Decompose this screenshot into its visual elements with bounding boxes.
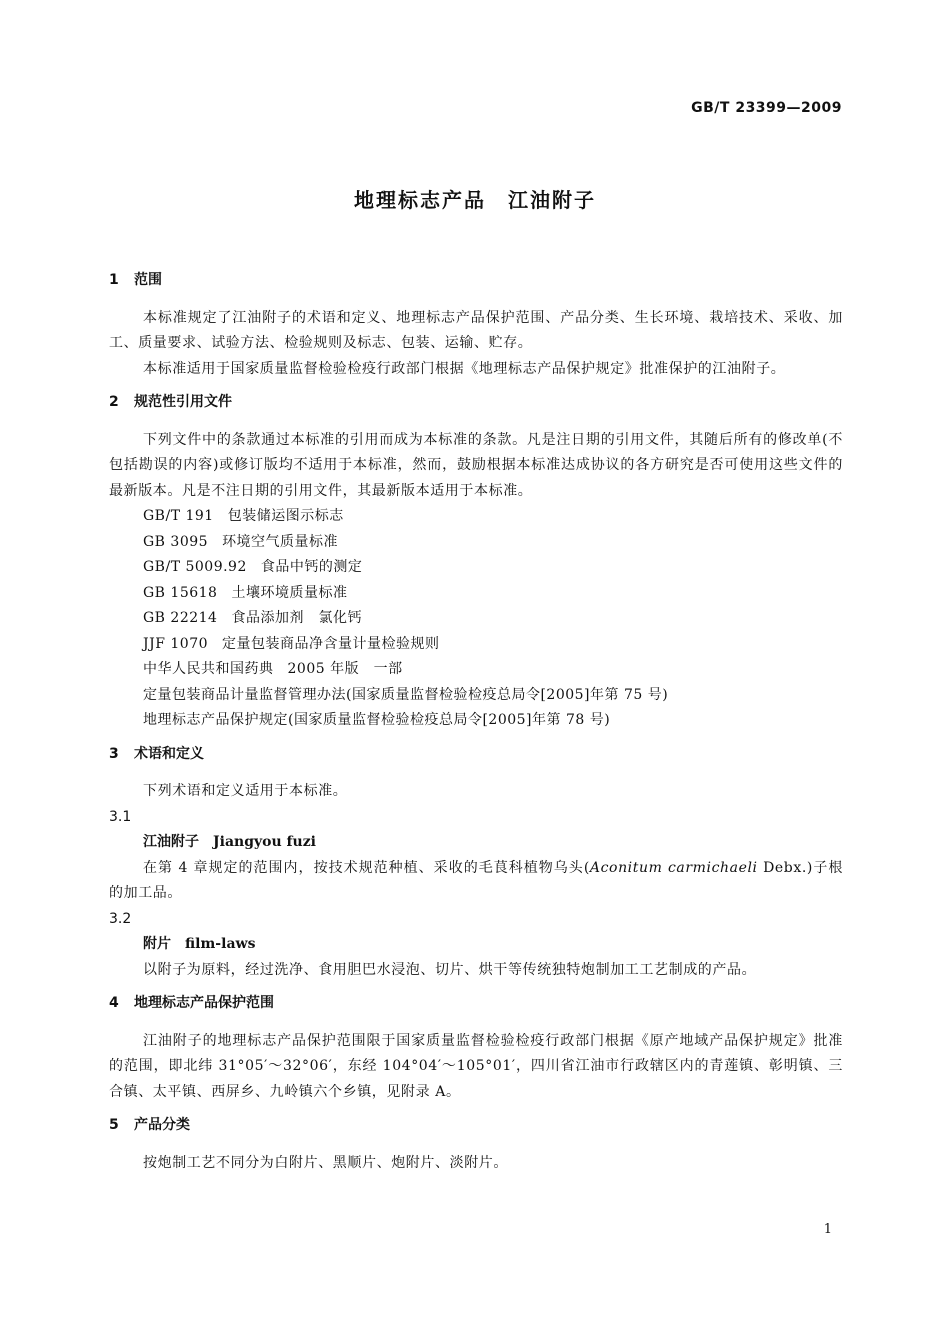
paragraph: 本标准适用于国家质量监督检验检疫行政部门根据《地理标志产品保护规定》批准保护的江油附子。: [143, 360, 786, 377]
section-number: 2: [109, 394, 119, 410]
term-name-zh: 附片: [143, 936, 171, 952]
section-title: 产品分类: [134, 1117, 190, 1133]
reference-title: 土壤环境质量标准: [231, 584, 348, 601]
term-name-en: Jiangyou fuzi: [213, 834, 316, 850]
reference-item: [109, 606, 843, 632]
reference-code: GB/T 191: [143, 508, 214, 524]
paragraph: 下列术语和定义适用于本标准。: [143, 783, 348, 799]
section-number: 4: [109, 995, 119, 1011]
reference-code: GB 3095: [143, 533, 209, 550]
reference-title: 2005 年版 一部: [287, 661, 403, 677]
reference-title: 环境空气质量标准: [222, 533, 339, 550]
section-title: 范围: [134, 272, 162, 288]
reference-title: 食品添加剂 氯化钙: [231, 610, 362, 626]
latin-name: Aconitum carmichaeli: [589, 859, 758, 876]
term-name: [109, 830, 843, 856]
term-name: [109, 932, 843, 958]
paragraph: 按炮制工艺不同分为白附片、黑顺片、炮附片、淡附片。: [143, 1154, 508, 1171]
term-definition: [109, 856, 843, 907]
reference-code: GB 22214: [143, 610, 218, 626]
document-body: [109, 268, 843, 1176]
term-name-en: film-laws: [185, 936, 256, 952]
term-definition: 以附子为原料，经过洗净、食用胆巴水浸泡、切片、烘干等传统独特炮制加工工艺制成的产品。: [143, 961, 757, 978]
term-name-zh: 江油附子: [143, 834, 199, 850]
page-number: 1: [823, 1222, 832, 1237]
reference-item: [109, 530, 843, 556]
term-number: 3.1: [109, 808, 132, 825]
section-heading-1: [109, 268, 843, 294]
definition-text: Debx.)子根的加工品。: [109, 859, 843, 901]
section-heading-2: [109, 390, 843, 416]
section-title: 地理标志产品保护范围: [134, 995, 274, 1011]
reference-item: 定量包装商品计量监督管理办法(国家质量监督检验检疫总局令[2005]年第 75 号): [143, 686, 669, 703]
section-heading-5: [109, 1113, 843, 1139]
section-title: 规范性引用文件: [134, 394, 232, 410]
section-heading-4: [109, 991, 843, 1017]
reference-item: [109, 555, 843, 581]
paragraph: 本标准规定了江油附子的术语和定义、地理标志产品保护范围、产品分类、生长环境、栽培技术、采收、加工、质量要求、试验方法、检验规则及标志、包装、运输、贮存。: [109, 309, 843, 351]
reference-code: GB/T 5009.92: [143, 559, 247, 575]
paragraph: 江油附子的地理标志产品保护范围限于国家质量监督检验检疫行政部门根据《原产地域产品保护规定》批准的范围，即北纬 31°05′～32°06′，东经 104°04′～105°01′，四川省江油市行政辖区内的青莲镇、彰明镇、三合镇、太平镇、西屏乡、九岭镇六个乡镇，见附录 A。: [109, 1032, 843, 1100]
section-title: 术语和定义: [134, 745, 204, 762]
term-number: 3.2: [109, 910, 132, 927]
section-number: 1: [109, 272, 119, 288]
page-title: 地理标志产品 江油附子: [354, 188, 596, 212]
reference-code: GB 15618: [143, 584, 218, 601]
reference-item: [109, 581, 843, 607]
reference-item: 地理标志产品保护规定(国家质量监督检验检疫总局令[2005]年第 78 号): [143, 712, 611, 728]
reference-code: JJF 1070: [143, 635, 209, 652]
reference-title: 食品中钙的测定: [260, 559, 363, 575]
section-number: 5: [109, 1117, 119, 1133]
definition-text: 在第 4 章规定的范围内，按技术规范种植、采收的毛茛科植物乌头(: [143, 859, 590, 876]
section-heading-3: [109, 742, 843, 768]
section-number: 3: [109, 745, 119, 762]
standard-code: GB/T 23399—2009: [691, 100, 842, 116]
reference-code: 中华人民共和国药典: [143, 661, 274, 677]
paragraph: 下列文件中的条款通过本标准的引用而成为本标准的条款。凡是注日期的引用文件，其随后所有的修改单(不包括勘误的内容)或修订版均不适用于本标准，然而，鼓励根据本标准达成协议的各方研究是否可使用这些文件的最新版本。凡是不注日期的引用文件，其最新版本适用于本标准。: [109, 431, 843, 499]
reference-item: [109, 504, 843, 530]
reference-item: [109, 657, 843, 683]
reference-item: [109, 632, 843, 658]
reference-title: 定量包装商品净含量计量检验规则: [222, 635, 440, 652]
reference-title: 包装储运图示标志: [227, 508, 344, 524]
